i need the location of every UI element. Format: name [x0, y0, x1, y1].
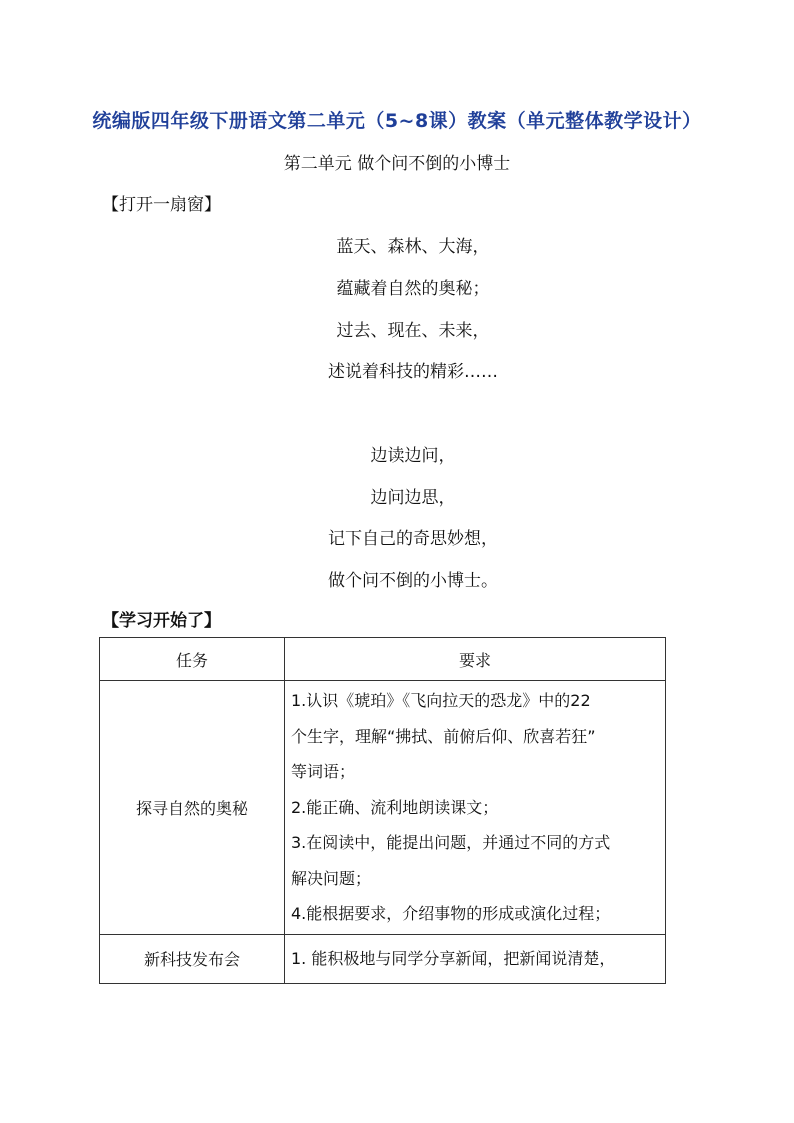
requirement-line: 解决问题； [291, 868, 372, 888]
requirements-cell [285, 681, 666, 935]
section-heading-open-window: 【打开一扇窗】 [102, 195, 221, 215]
requirement-line: 4.能根据要求，介绍事物的形成或演化过程； [291, 904, 611, 923]
poem-line: 边问边思， [370, 488, 456, 508]
requirement-line: 1. 能积极地与同学分享新闻，把新闻说清楚， [291, 948, 616, 968]
poem-line: 述说着科技的精彩…… [328, 362, 498, 382]
section-heading-start-learning: 【学习开始了】 [102, 611, 221, 631]
requirement-line: 个生字，理解“拂拭、前俯后仰、欣喜若狂” [291, 726, 596, 746]
requirement-line: 等词语； [291, 762, 356, 781]
column-header-requirements: 要求 [285, 638, 666, 681]
poem-line: 蕴藏着自然的奥秘； [336, 279, 490, 299]
poem-line: 过去、现在、未来， [336, 321, 490, 341]
poem-line: 边读边问， [370, 446, 456, 466]
table-row [100, 934, 666, 983]
poem-line: 蓝天、森林、大海， [336, 237, 490, 257]
table-row [100, 681, 666, 935]
column-header-task: 任务 [100, 638, 285, 681]
requirement-line: 3.在阅读中，能提出问题，并通过不同的方式 [291, 833, 611, 852]
task-name: 探寻自然的奥秘 [100, 681, 285, 935]
poem-line: 记下自己的奇思妙想， [328, 529, 498, 549]
unit-subtitle: 第二单元 做个问不倒的小博士 [283, 154, 511, 174]
requirement-line: 1.认识《琥珀》《飞向拉天的恐龙》中的22 [291, 691, 591, 710]
task-name: 新科技发布会 [100, 934, 285, 983]
poem-line: 做个问不倒的小博士。 [328, 571, 498, 591]
table-header-row [100, 638, 666, 681]
document-title: 统编版四年级下册语文第二单元（5~8课）教案（单元整体教学设计） [92, 110, 702, 132]
requirement-line: 2.能正确、流利地朗读课文； [291, 797, 499, 817]
task-table [99, 637, 666, 984]
requirements-cell [285, 934, 666, 983]
